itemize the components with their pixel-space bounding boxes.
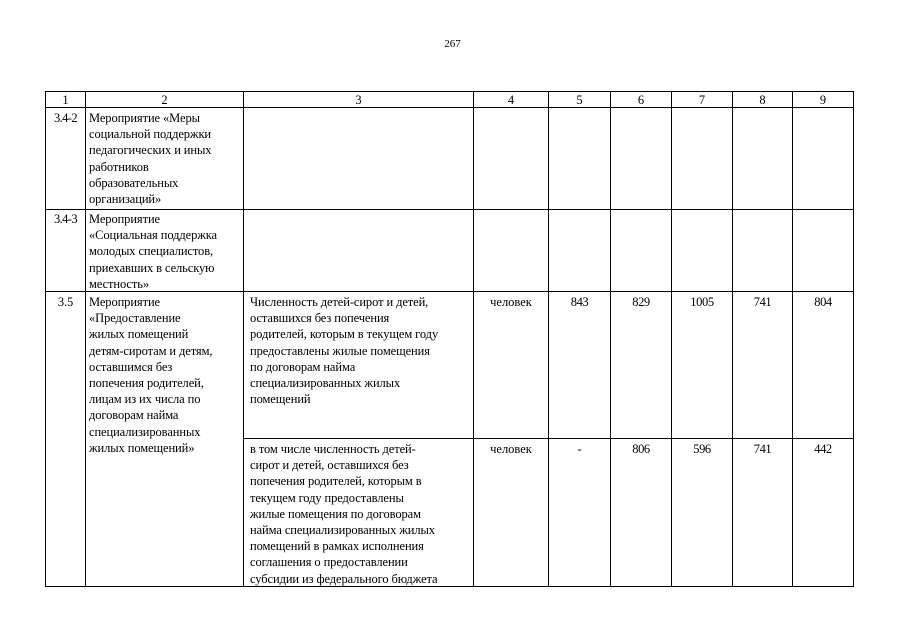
indicator-2-value-6: 806 — [632, 442, 650, 456]
row-3-5-number: 3.5 — [57, 295, 74, 309]
table-rule-col-3 — [473, 91, 474, 587]
table-rule-col-left — [45, 91, 46, 587]
indicator-2-value-5: - — [577, 442, 582, 456]
indicator-2-unit: человек — [490, 442, 532, 456]
column-header-5: 5 — [576, 93, 583, 107]
row-3-4-2-number: 3.4-2 — [53, 111, 78, 125]
column-header-1: 1 — [62, 93, 69, 107]
page-number: 267 — [444, 38, 461, 50]
indicator-1-value-8: 741 — [753, 295, 772, 309]
row-3-4-2-event: Мероприятие «Меры социальной поддержки педагогических и иных работников образовательных организаций» — [89, 111, 212, 207]
column-header-7: 7 — [698, 93, 706, 107]
table-rule-col-6 — [671, 91, 672, 587]
table-rule-col-1 — [85, 91, 86, 587]
table-rule-col-right — [853, 91, 854, 587]
indicator-1-value-5: 843 — [570, 295, 589, 309]
indicator-2-name: в том числе численность детей- сирот и детей, оставшихся без попечения родителей, которым в текущем году предоставлены жилые помещения по договорам найма специализированных жилых помещений в рамках исполнения соглашения о предоставлении субсидии из федерального бюджета — [250, 442, 438, 586]
indicator-2-value-9: 442 — [814, 442, 832, 456]
indicator-2-value-8: 741 — [753, 442, 772, 456]
table-rule-col-5 — [610, 91, 611, 587]
indicator-1-unit: человек — [490, 295, 532, 309]
indicator-1-value-7: 1005 — [690, 295, 714, 309]
table-rule-col-8 — [792, 91, 793, 587]
indicator-1-value-6: 829 — [632, 295, 650, 309]
column-header-2: 2 — [161, 93, 168, 107]
indicator-1-name: Численность детей-сирот и детей, оставшихся без попечения родителей, которым в текущем году предоставлены жилые помещения по договорам найма специализированных жилых помещений — [250, 295, 439, 407]
table-rule-col-7 — [732, 91, 733, 587]
row-3-5-event: Мероприятие «Предоставление жилых помещений детям-сиротам и детям, оставшимся без попечения родителей, лицам из их числа по договорам найма специализированных жилых помещений» — [89, 295, 213, 455]
column-header-9: 9 — [819, 93, 827, 107]
column-header-4: 4 — [507, 93, 515, 107]
indicator-2-value-7: 596 — [693, 442, 711, 456]
row-3-4-3-event: Мероприятие «Социальная поддержка молодых специалистов, приехавших в сельскую местность» — [89, 212, 217, 291]
column-header-8: 8 — [759, 93, 766, 107]
row-3-4-3-number: 3.4-3 — [53, 212, 78, 226]
indicator-1-value-9: 804 — [814, 295, 832, 309]
table-rule-col-4 — [548, 91, 549, 587]
table-rule-col-2 — [243, 91, 244, 587]
column-header-3: 3 — [355, 93, 362, 107]
column-header-6: 6 — [637, 93, 645, 107]
